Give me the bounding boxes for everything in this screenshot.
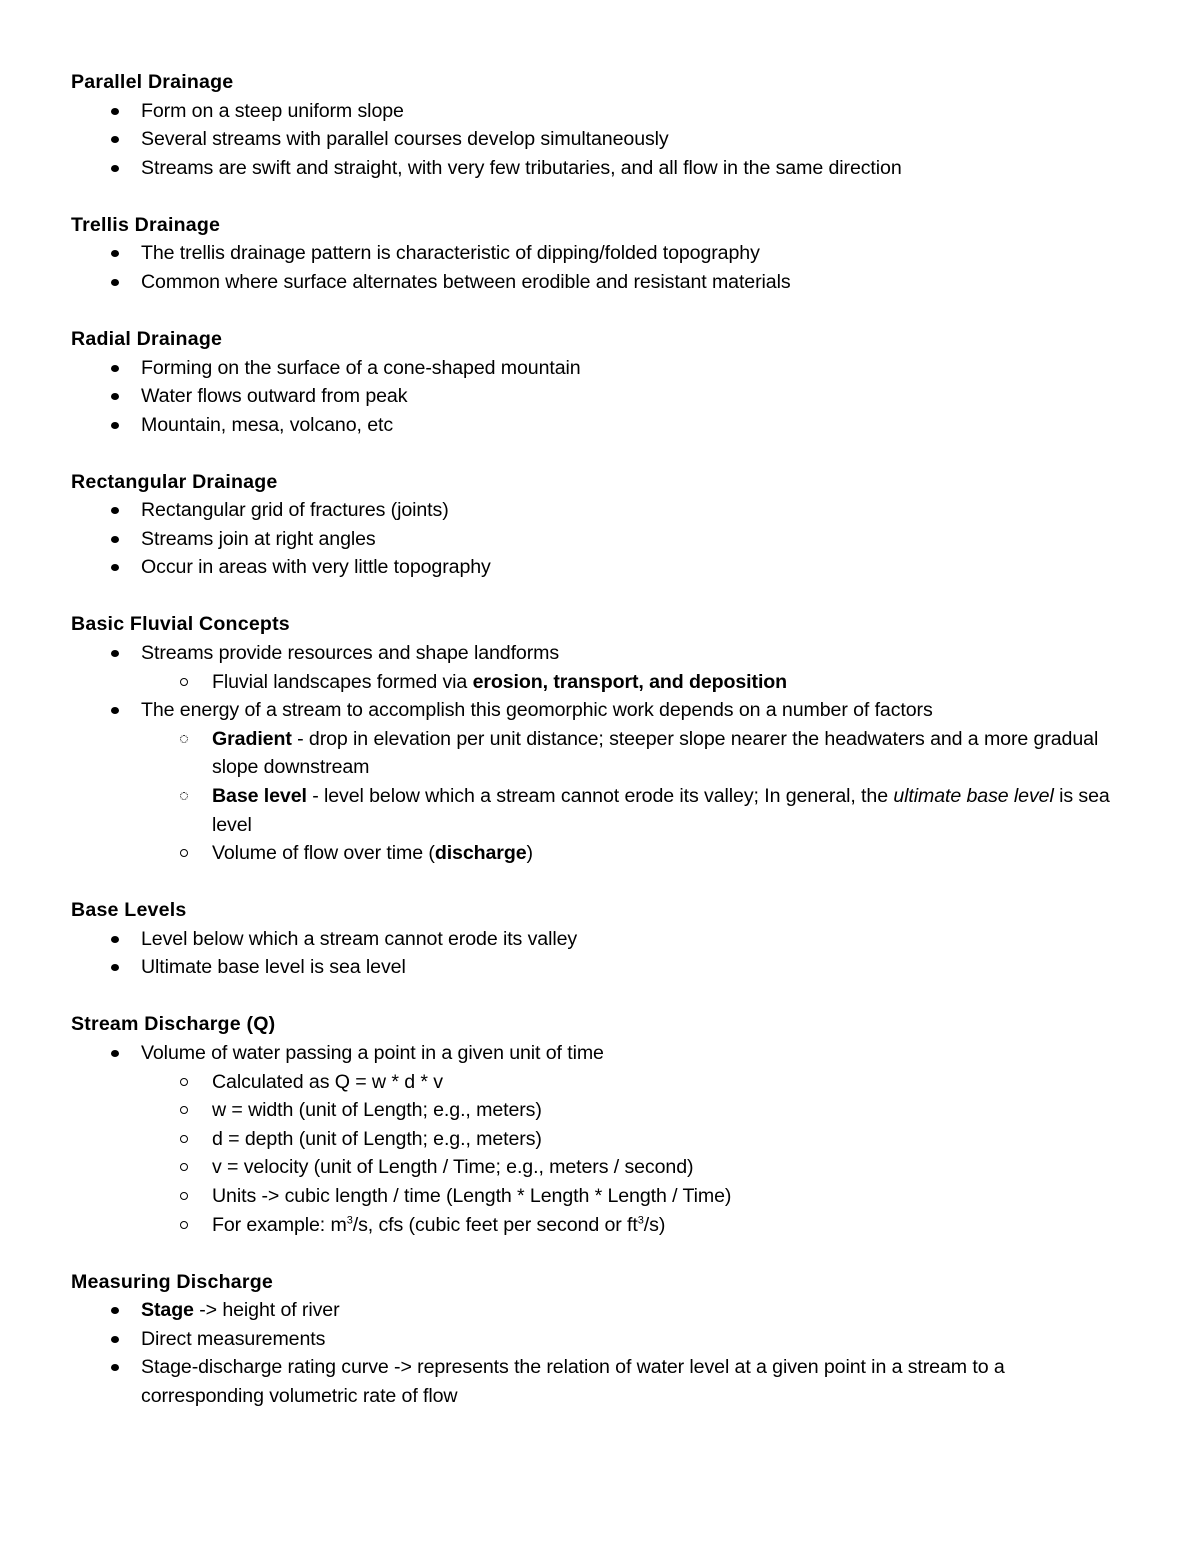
- item-text: ): [526, 842, 533, 865]
- section-heading: Trellis Drainage: [71, 213, 221, 236]
- bullet-list: [71, 239, 1131, 296]
- list-item: Mountain, mesa, volcano, etc: [71, 411, 1131, 440]
- list-item: Stage-discharge rating curve -> represents the relation of water level at a given point in a stream to a corresponding volumetric rate of flow: [71, 1353, 1131, 1410]
- bullet-list: [71, 1039, 1131, 1239]
- list-item: Common where surface alternates between erodible and resistant materials: [71, 268, 1131, 297]
- list-item: Level below which a stream cannot erode its valley: [71, 925, 1131, 954]
- bold-term: erosion, transport, and deposition: [472, 670, 788, 693]
- list-item: The trellis drainage pattern is characteristic of dipping/folded topography: [71, 239, 1131, 268]
- section-heading: Basic Fluvial Concepts: [71, 613, 290, 636]
- list-item: The energy of a stream to accomplish this geomorphic work depends on a number of factors: [71, 696, 1131, 725]
- sub-list-item: [71, 782, 1131, 839]
- section-heading: Parallel Drainage: [71, 71, 234, 93]
- list-item: Occur in areas with very little topography: [71, 553, 1131, 582]
- list-item: Rectangular grid of fractures (joints): [71, 496, 1131, 525]
- item-text: Fluvial landscapes formed via: [212, 670, 473, 693]
- bold-term: discharge: [434, 842, 527, 865]
- sub-list-item: Calculated as Q = w * d * v: [71, 1068, 1131, 1097]
- section-stream-discharge: [71, 1010, 1131, 1239]
- bullet-list: [71, 496, 1131, 582]
- document-body: [71, 68, 1131, 1439]
- list-item: Volume of water passing a point in a given unit of time: [71, 1039, 1131, 1068]
- superscript: 3: [346, 1214, 353, 1226]
- list-item: Ultimate base level is sea level: [71, 953, 1131, 982]
- item-text: /s, cfs (cubic feet per second or ft: [352, 1213, 638, 1236]
- bold-term: Base level: [212, 785, 307, 808]
- item-text: Volume of flow over time (: [212, 842, 435, 865]
- bullet-list: [71, 1296, 1131, 1410]
- bullet-list: [71, 925, 1131, 982]
- sub-list-item: [71, 1211, 1131, 1240]
- section-heading: Measuring Discharge: [71, 1270, 273, 1293]
- section-rectangular-drainage: [71, 468, 1131, 582]
- list-item: Streams provide resources and shape landforms: [71, 639, 1131, 668]
- sub-list-item: w = width (unit of Length; e.g., meters): [71, 1096, 1131, 1125]
- list-item: Streams are swift and straight, with very few tributaries, and all flow in the same direction: [71, 154, 1131, 183]
- bullet-list: [71, 639, 1131, 868]
- section-radial-drainage: [71, 325, 1131, 439]
- section-measuring-discharge: [71, 1268, 1131, 1411]
- item-text: - drop in elevation per unit distance; steeper slope nearer the headwaters and a more gradual slope downstream: [212, 727, 1099, 779]
- list-item: [71, 1296, 1131, 1325]
- section-trellis-drainage: [71, 211, 1131, 297]
- bold-term: Stage: [141, 1299, 194, 1322]
- section-heading: Stream Discharge (Q): [71, 1013, 276, 1036]
- sub-list-item: [71, 725, 1131, 782]
- section-base-levels: [71, 896, 1131, 982]
- section-heading: Rectangular Drainage: [71, 470, 278, 493]
- sub-list-item: Units -> cubic length / time (Length * Length * Length / Time): [71, 1182, 1131, 1211]
- bullet-list: [71, 97, 1131, 183]
- item-text: - level below which a stream cannot erode its valley; In general, the: [306, 785, 894, 808]
- sub-list-item: [71, 668, 1131, 697]
- bold-term: Gradient: [212, 727, 292, 750]
- sub-list-item: [71, 839, 1131, 868]
- list-item: Form on a steep uniform slope: [71, 97, 1131, 126]
- list-item: Water flows outward from peak: [71, 382, 1131, 411]
- item-text: For example: m: [212, 1213, 347, 1236]
- item-text: -> height of river: [193, 1299, 340, 1322]
- section-heading: Base Levels: [71, 899, 187, 922]
- sub-list-item: d = depth (unit of Length; e.g., meters): [71, 1125, 1131, 1154]
- list-item: Forming on the surface of a cone-shaped mountain: [71, 354, 1131, 383]
- section-parallel-drainage: [71, 68, 1131, 182]
- item-text: /s): [643, 1213, 666, 1236]
- superscript: 3: [637, 1214, 644, 1226]
- list-item: Several streams with parallel courses develop simultaneously: [71, 125, 1131, 154]
- bullet-list: [71, 354, 1131, 440]
- item-text: is sea level: [212, 785, 1110, 836]
- section-basic-fluvial-concepts: [71, 610, 1131, 867]
- italic-term: ultimate base level: [893, 785, 1054, 808]
- section-heading: Radial Drainage: [71, 327, 223, 350]
- list-item: Streams join at right angles: [71, 525, 1131, 554]
- sub-list-item: v = velocity (unit of Length / Time; e.g., meters / second): [71, 1153, 1131, 1182]
- list-item: Direct measurements: [71, 1325, 1131, 1354]
